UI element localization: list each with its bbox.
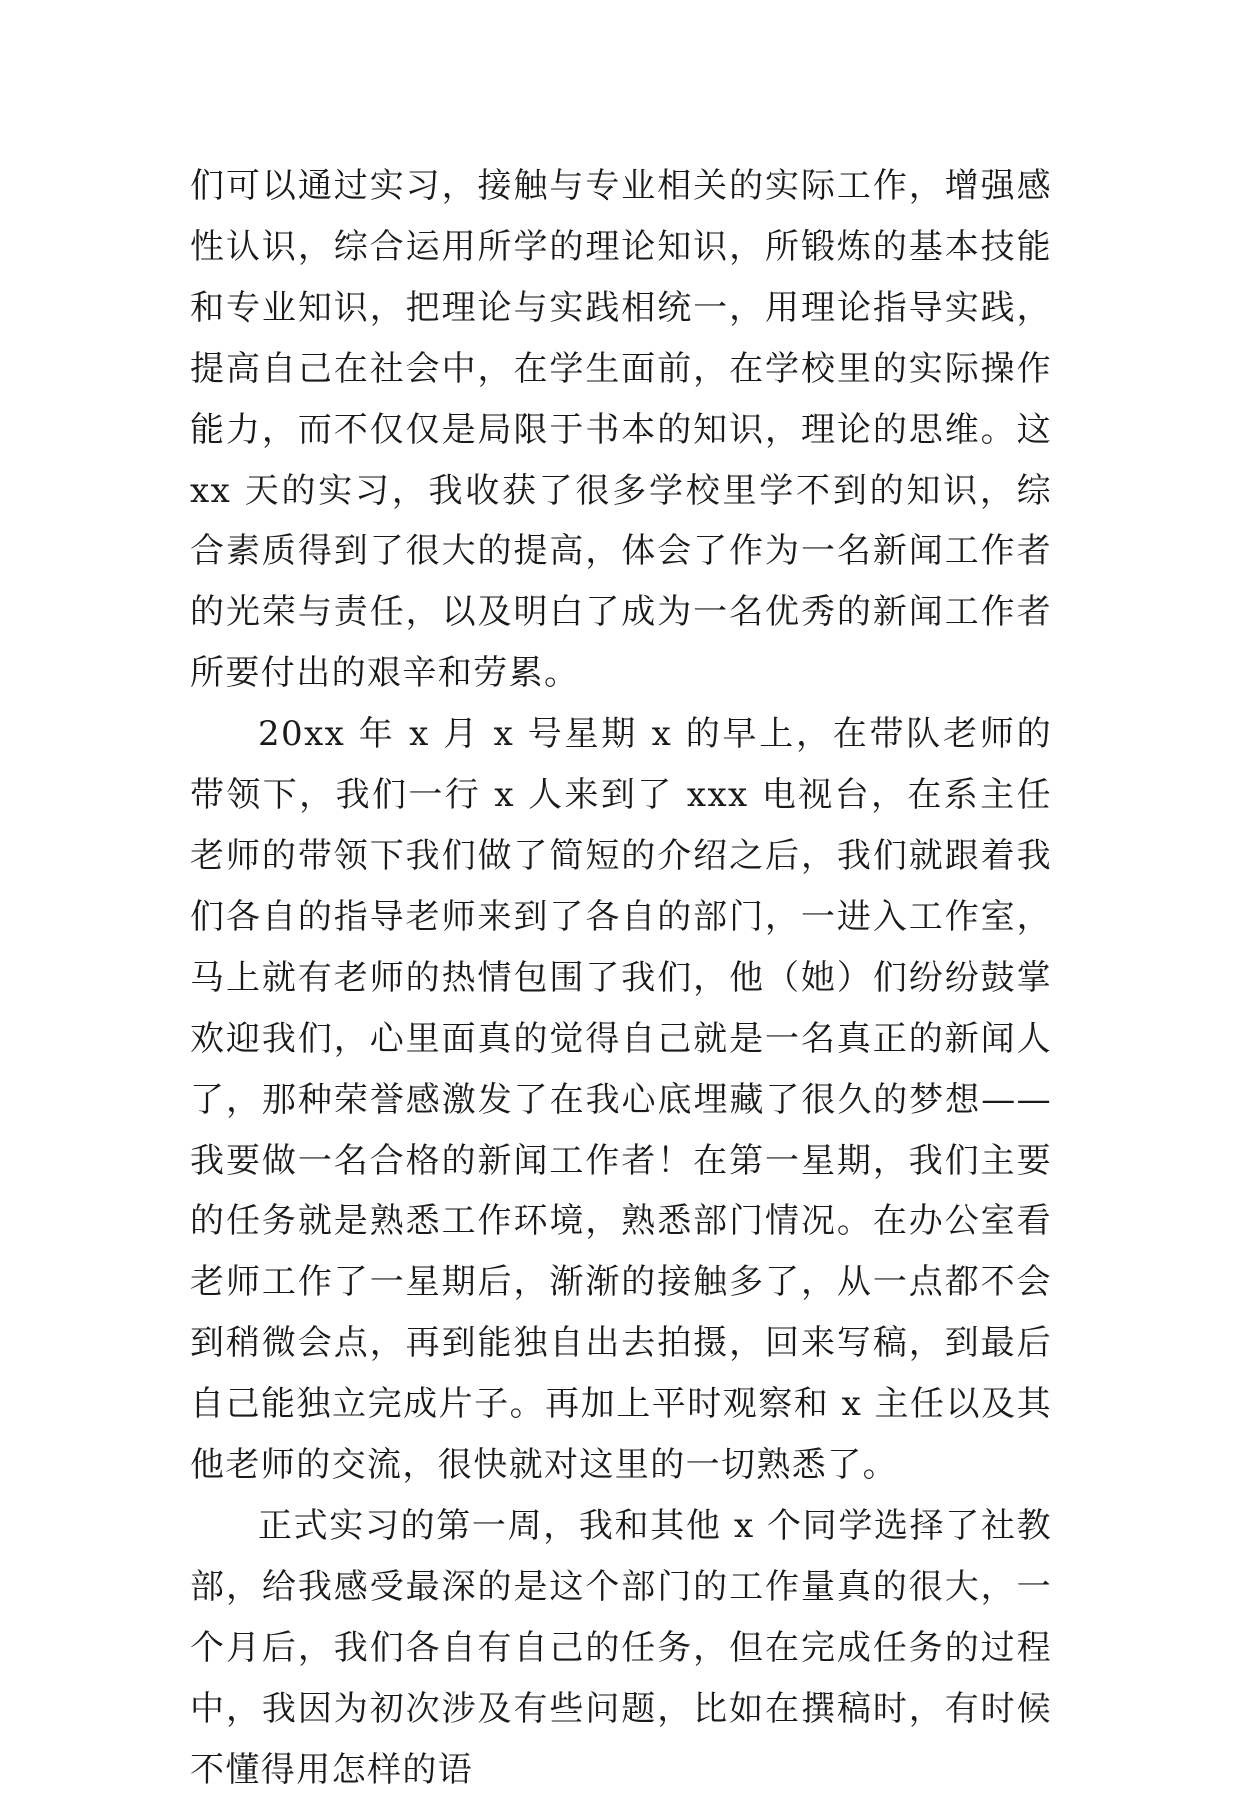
paragraph-1: 们可以通过实习，接触与专业相关的实际工作，增强感性认识，综合运用所学的理论知识，所锻炼的基本技能和专业知识，把理论与实践相统一，用理论指导实践，提高自己在社会中，在学生面前，在学校里的实际操作能力，而不仅仅是局限于书本的知识，理论的思维。这 xx 天的实习，我收获了很多学校里学不到的知识，综合素质得到了很大的提高，体会了作为一名新闻工作者的光荣与责任，以及明白了成为一名优秀的新闻工作者所要付出的艰辛和劳累。 — [190, 166, 1052, 694]
body-text — [190, 156, 1052, 1800]
paragraph-2: 20xx 年 x 月 x 号星期 x 的早上，在带队老师的带领下，我们一行 x 人来到了 xxx 电视台，在系主任老师的带领下我们做了简短的介绍之后，我们就跟着我们各自的指导老师来到了各自的部门，一进入工作室，马上就有老师的热情包围了我们，他（她）们纷纷鼓掌欢迎我们，心里面真的觉得自己就是一名真正的新闻人了，那种荣誉感激发了在我心底埋藏了很久的梦想——我要做一名合格的新闻工作者！在第一星期，我们主要的任务就是熟悉工作环境，熟悉部门情况。在办公室看老师工作了一星期后，渐渐的接触多了，从一点都不会到稍微会点，再到能独自出去拍摄，回来写稿，到最后自己能独立完成片子。再加上平时观察和 x 主任以及其他老师的交流，很快就对这里的一切熟悉了。 — [190, 714, 1052, 1486]
paragraph-3: 正式实习的第一周，我和其他 x 个同学选择了社教部，给我感受最深的是这个部门的工作量真的很大，一个月后，我们各自有自己的任务，但在完成任务的过程中，我因为初次涉及有些问题，比如在撰稿时，有时候不懂得用怎样的语 — [190, 1505, 1052, 1790]
